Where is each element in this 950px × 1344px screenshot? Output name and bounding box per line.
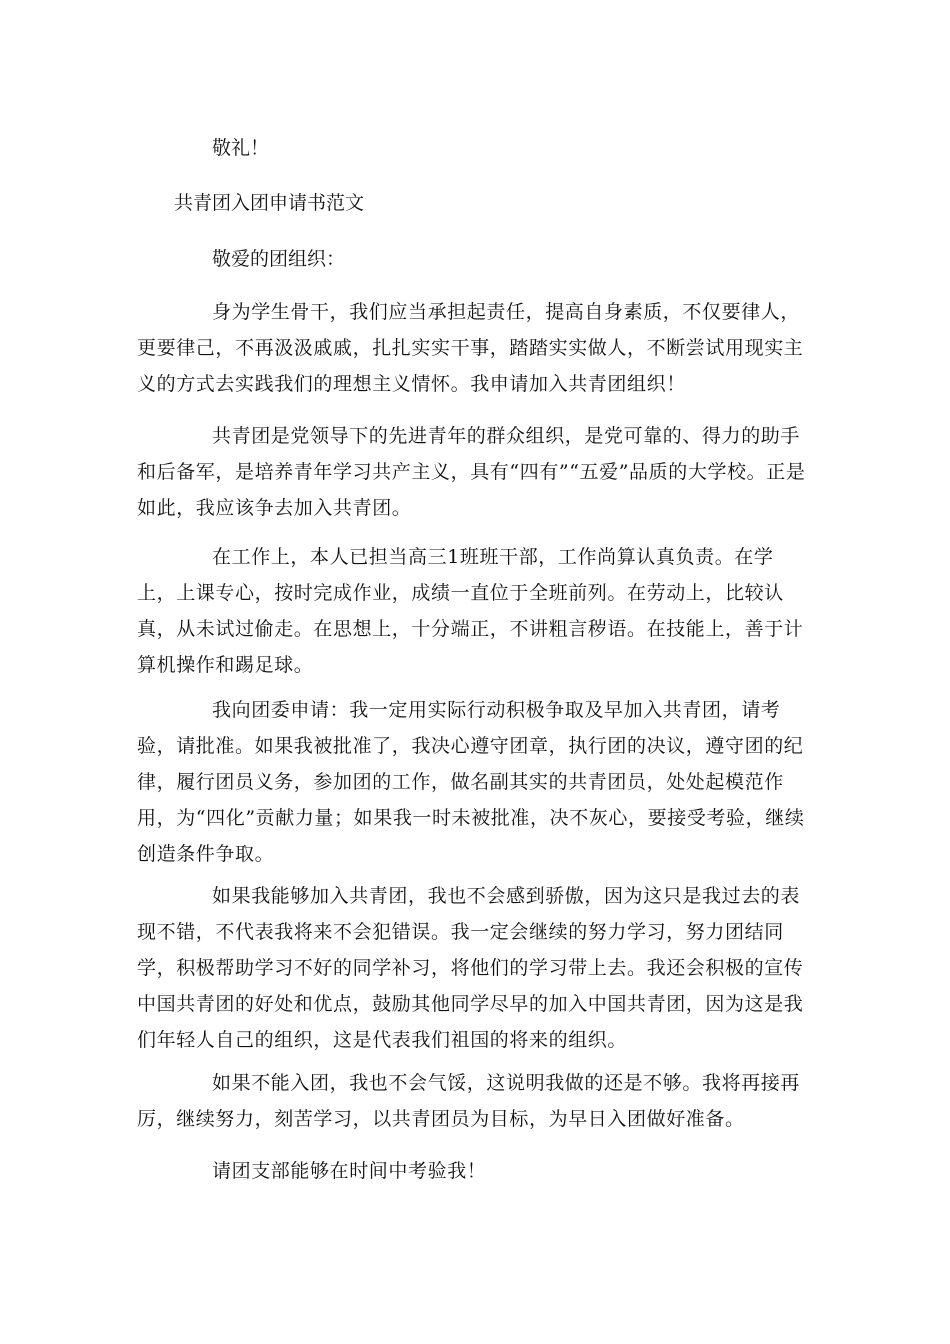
paragraph-1: 身为学生骨干，我们应当承担起责任，提高自身素质，不仅要律人，更要律己，不再汲汲戚戚，扎扎实实干事，踏踏实实做人，不断尝试用现实主义的方式去实践我们的理想主义情怀。我申请加入共青团组织！ — [137, 301, 804, 395]
paragraph-6: 如果不能入团，我也不会气馁，这说明我做的还是不够。我将再接再厉，继续努力，刻苦学习，以共青团员为目标，为早日入团做好准备。 — [137, 1072, 801, 1130]
paragraph-5: 如果我能够加入共青团，我也不会感到骄傲，因为这只是我过去的表现不错，不代表我将来不会犯错误。我一定会继续的努力学习，努力团结同学，积极帮助学习不好的同学补习，将他们的学习带上去。我还会积极的宣传中国共青团的好处和优点，鼓励其他同学尽早的加入中国共青团，因为这是我们年轻人自己的组织，这是代表我们祖国的将来的组织。 — [137, 885, 804, 1051]
paragraph-7: 请团支部能够在时间中考验我！ — [212, 1160, 487, 1182]
paragraph-3: 在工作上，本人已担当高三1班班干部，工作尚算认真负责。在学上，上课专心，按时完成作业，成绩一直位于全班前列。在劳动上，比较认真，从未试过偷走。在思想上，十分端正，不讲粗言秽语。在技能上，善于计算机操作和踢足球。 — [137, 546, 804, 676]
paragraph-2: 共青团是党领导下的先进青年的群众组织，是党可靠的、得力的助手和后备军，是培养青年学习共产主义，具有“四有”“五爱”品质的大学校。正是如此，我应该争去加入共青团。 — [137, 425, 806, 519]
closing-text: 敬礼！ — [212, 137, 270, 159]
document-heading: 共青团入团申请书范文 — [174, 192, 365, 214]
salutation-text: 敬爱的团组织： — [212, 248, 346, 270]
paragraph-4: 我向团委申请：我一定用实际行动积极争取及早加入共青团，请考验，请批准。如果我被批准了，我决心遵守团章，执行团的决议，遵守团的纪律，履行团员义务，参加团的工作，做名副其实的共青团员，处处起模范作用，为“四化”贡献力量；如果我一时未被批准，决不灰心，要接受考验，继续创造条件争取。 — [137, 699, 805, 865]
